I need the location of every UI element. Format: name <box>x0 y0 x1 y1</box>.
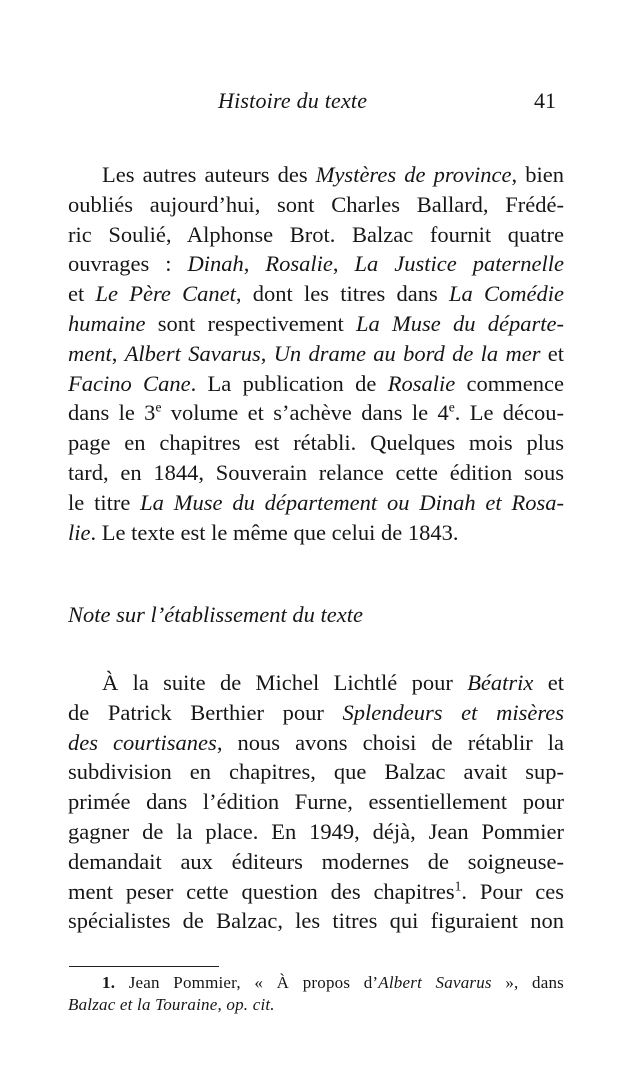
text-line: tard, en 1844, Souverain relance cette édition sous <box>68 459 564 485</box>
running-title: Histoire du texte <box>218 88 368 113</box>
footnote-rule <box>69 966 219 967</box>
footnote-line: 1. Jean Pommier, « À propos d’Albert Savarus », dans <box>102 973 565 992</box>
text-line: ment peser cette question des chapitres$^1$. Pour ces <box>68 878 564 904</box>
text-line: À la suite de Michel Lichtlé pour Béatrix et <box>102 670 564 695</box>
section-heading: Note sur l’établissement du texte <box>68 602 363 627</box>
text-line: ouvrages : Dinah, Rosalie, La Justice paternelle <box>68 251 565 277</box>
text-line: lie. Le texte est le même que celui de 1843. <box>68 519 459 545</box>
text-line: Facino Cane. La publication de Rosalie commence <box>68 370 564 396</box>
footnote-number: 1. <box>102 973 116 992</box>
footnote <box>68 972 564 1016</box>
text-line: dans le 3e volume et s’achève dans le 4e. Le décou- <box>68 399 564 426</box>
text-line: demandait aux éditeurs modernes de soigneuse- <box>68 848 564 874</box>
text-line: spécialistes de Balzac, les titres qui figuraient non <box>68 908 564 934</box>
text-line: de Patrick Berthier pour Splendeurs et misères <box>68 699 564 725</box>
text-line: oubliés aujourd’hui, sont Charles Ballard, Frédé- <box>68 191 564 217</box>
text-line: Les autres auteurs des Mystères de province, bien <box>102 162 564 187</box>
paragraph-history <box>68 160 564 547</box>
text-line: le titre La Muse du département ou Dinah et Rosa- <box>68 489 564 515</box>
paragraph-establishment <box>68 668 564 936</box>
footnote-line: Balzac et la Touraine, op. cit. <box>68 995 275 1014</box>
text-line: et Le Père Canet, dont les titres dans La Comédie <box>68 281 564 307</box>
text-line: gagner de la place. En 1949, déjà, Jean Pommier <box>68 818 564 844</box>
footnote-reference[interactable]: 1 <box>454 878 462 894</box>
text-line: humaine sont respectivement La Muse du départe- <box>68 310 564 336</box>
page-number: 41 <box>534 88 556 113</box>
text-line: ric Soulié, Alphonse Brot. Balzac fournit quatre <box>68 221 564 247</box>
text-line: subdivision en chapitres, que Balzac avait sup- <box>68 759 564 785</box>
text-line: ment, Albert Savarus, Un drame au bord de la mer et <box>68 340 565 366</box>
text-line: primée dans l’édition Furne, essentiellement pour <box>68 789 564 815</box>
text-line: des courtisanes, nous avons choisi de rétablir la <box>68 729 564 755</box>
text-line: page en chapitres est rétabli. Quelques mois plus <box>68 430 564 456</box>
